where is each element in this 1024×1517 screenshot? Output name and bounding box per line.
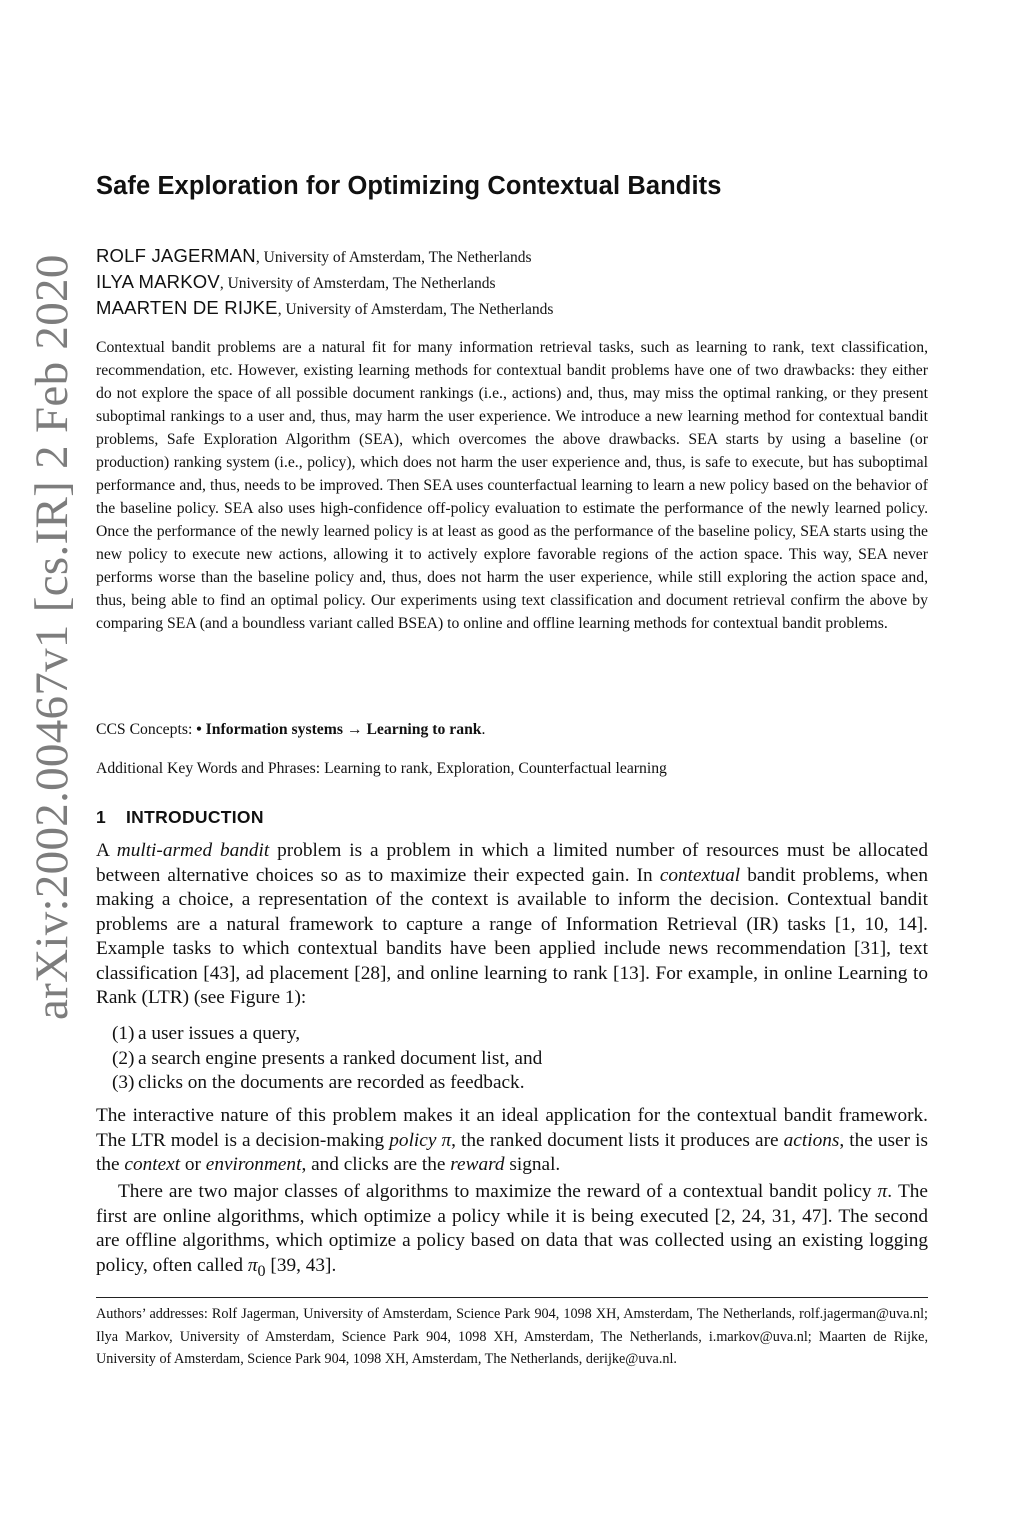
emphasis: contextual bbox=[659, 864, 741, 886]
author-addresses-footnote: Authors’ addresses: Rolf Jagerman, University of Amsterdam, Science Park 904, 1098 XH, Amsterdam, The Netherlands, rolf.jagerman@uva.nl; Ilya Markov, University of Amsterdam, Science Park 904, 1098 XH, Amsterdam, The Netherlands, i.markov@uva.nl; Maarten de Rijke, University of Amsterdam, Science Park 904, 1098 XH, Amsterdam, The Netherlands, derijke@uva.nl. bbox=[96, 1306, 928, 1367]
emphasis: policy π bbox=[389, 1129, 452, 1151]
intro-paragraph-1 bbox=[96, 839, 928, 1011]
emphasis: multi-armed bandit bbox=[116, 840, 270, 861]
paper-title: Safe Exploration for Optimizing Contextual Bandits bbox=[96, 172, 722, 200]
author-name: ROLF JAGERMAN bbox=[96, 245, 256, 266]
section-heading bbox=[96, 807, 928, 828]
subscript: 0 bbox=[257, 1262, 266, 1280]
emphasis: actions bbox=[783, 1129, 840, 1151]
author-entry bbox=[96, 295, 928, 321]
footnote-divider bbox=[96, 1297, 928, 1298]
text-run: or bbox=[180, 1154, 206, 1175]
list-item-text: clicks on the documents are recorded as feedback. bbox=[138, 1072, 525, 1093]
text-run: [39, 43]. bbox=[265, 1254, 337, 1276]
emphasis: reward bbox=[450, 1154, 505, 1175]
list-item-text: a user issues a query, bbox=[138, 1023, 301, 1044]
text-run: The interactive nature of this problem makes it an ideal application for the contextual bandit framework. The LTR model is a decision-making bbox=[96, 1105, 928, 1151]
author-entry bbox=[96, 243, 928, 269]
ltr-steps-list bbox=[96, 1022, 928, 1096]
abstract: Contextual bandit problems are a natural fit for many information retrieval tasks, such as learning to rank, text classification, recommendation, etc. However, existing learning methods for contextual bandit problems have one of two drawbacks: they either do not explore the space of all possible document rankings (i.e., actions) and, thus, may miss the optimal ranking, or they present suboptimal rankings to a user and, thus, may harm the user experience. We introduce a new learning method for contextual bandit problems, Safe Exploration Algorithm (SEA), which overcomes the above drawbacks. SEA starts by using a baseline (or production) ranking system (i.e., policy), which does not harm the user experience and, thus, is safe to execute, but has suboptimal performance and, thus, needs to be improved. Then SEA uses counterfactual learning to learn a new policy based on the behavior of the baseline policy. SEA also uses high-confidence off-policy evaluation to estimate the performance of the newly learned policy. Once the performance of the newly learned policy is at least as good as the performance of the baseline policy, SEA starts using the new policy to execute new actions, allowing it to actively explore favorable regions of the action space. This way, SEA never performs worse than the baseline policy and, thus, does not harm the user experience, while still exploring the action space and, thus, being able to find an optimal policy. Our experiments using text classification and document retrieval confirm the above by comparing SEA (and a boundless variant called BSEA) to online and offline learning methods for contextual bandit problems. bbox=[96, 339, 928, 632]
text-run: A bbox=[96, 840, 117, 861]
text-run: , and clicks are the bbox=[301, 1154, 451, 1175]
text-run: . The first are online algorithms, which optimize a policy while it is being executed [2, 24, 31, 47]. The second are offline algorithms, which optimize a policy based on data that was collected using an existing logging policy, often called bbox=[96, 1181, 928, 1276]
ccs-bullet: • bbox=[196, 721, 202, 738]
list-item bbox=[96, 1047, 928, 1072]
list-item-number: (3) bbox=[112, 1072, 135, 1093]
text-run: There are two major classes of algorithms to maximize the reward of a contextual bandit policy bbox=[118, 1181, 878, 1202]
text-run: , the ranked document lists it produces are bbox=[451, 1129, 784, 1151]
intro-paragraph-3 bbox=[96, 1180, 928, 1284]
section-title: INTRODUCTION bbox=[126, 807, 264, 827]
text-run: problem is a problem in which a limited number of resources must be allocated between alternative choices so as to maximize their expected gain. In bbox=[96, 840, 929, 886]
author-affiliation: , University of Amsterdam, The Netherlands bbox=[219, 275, 496, 292]
emphasis: context bbox=[124, 1154, 181, 1175]
ccs-concepts bbox=[96, 718, 928, 741]
ccs-subconcept: Learning to rank bbox=[366, 721, 482, 738]
emphasis: π bbox=[247, 1254, 258, 1276]
author-entry bbox=[96, 269, 928, 295]
keywords: Additional Key Words and Phrases: Learning to rank, Exploration, Counterfactual learning bbox=[96, 760, 667, 777]
text-run: signal. bbox=[504, 1154, 561, 1175]
text-run: bandit problems, when making a choice, a representation of the context is available to inform the decision. Contextual bandit problems are a natural framework to capture a range of Information Retrieval (IR) tasks [1, 10, 14]. Example tasks to which contextual bandits have been applied include news recommendation [31], text classification [43], ad placement [28], and online learning to rank [13]. For example, in online Learning to Rank (LTR) (see Figure 1): bbox=[96, 864, 928, 1008]
author-list bbox=[96, 243, 928, 321]
list-item-number: (1) bbox=[112, 1023, 135, 1044]
arxiv-identifier-stamp: arXiv:2002.00467v1 [cs.IR] 2 Feb 2020 bbox=[26, 254, 78, 1020]
emphasis: π bbox=[877, 1181, 888, 1202]
list-item bbox=[96, 1071, 928, 1096]
emphasis: environment bbox=[205, 1154, 302, 1175]
section-number: 1 bbox=[96, 807, 107, 827]
text-run: , the user is the bbox=[96, 1129, 928, 1175]
author-affiliation: , University of Amsterdam, The Netherlands bbox=[277, 301, 554, 318]
ccs-end: . bbox=[481, 721, 486, 738]
author-name: MAARTEN DE RIJKE bbox=[96, 297, 278, 318]
ccs-arrow: → bbox=[346, 721, 363, 738]
author-name: ILYA MARKOV bbox=[96, 271, 220, 292]
author-affiliation: , University of Amsterdam, The Netherlands bbox=[255, 249, 532, 266]
intro-paragraph-2 bbox=[96, 1104, 928, 1178]
ccs-concept: Information systems bbox=[205, 721, 343, 738]
list-item-text: a search engine presents a ranked document list, and bbox=[138, 1047, 543, 1069]
list-item bbox=[96, 1022, 928, 1047]
ccs-label: CCS Concepts: bbox=[96, 721, 197, 738]
list-item-number: (2) bbox=[112, 1047, 135, 1069]
